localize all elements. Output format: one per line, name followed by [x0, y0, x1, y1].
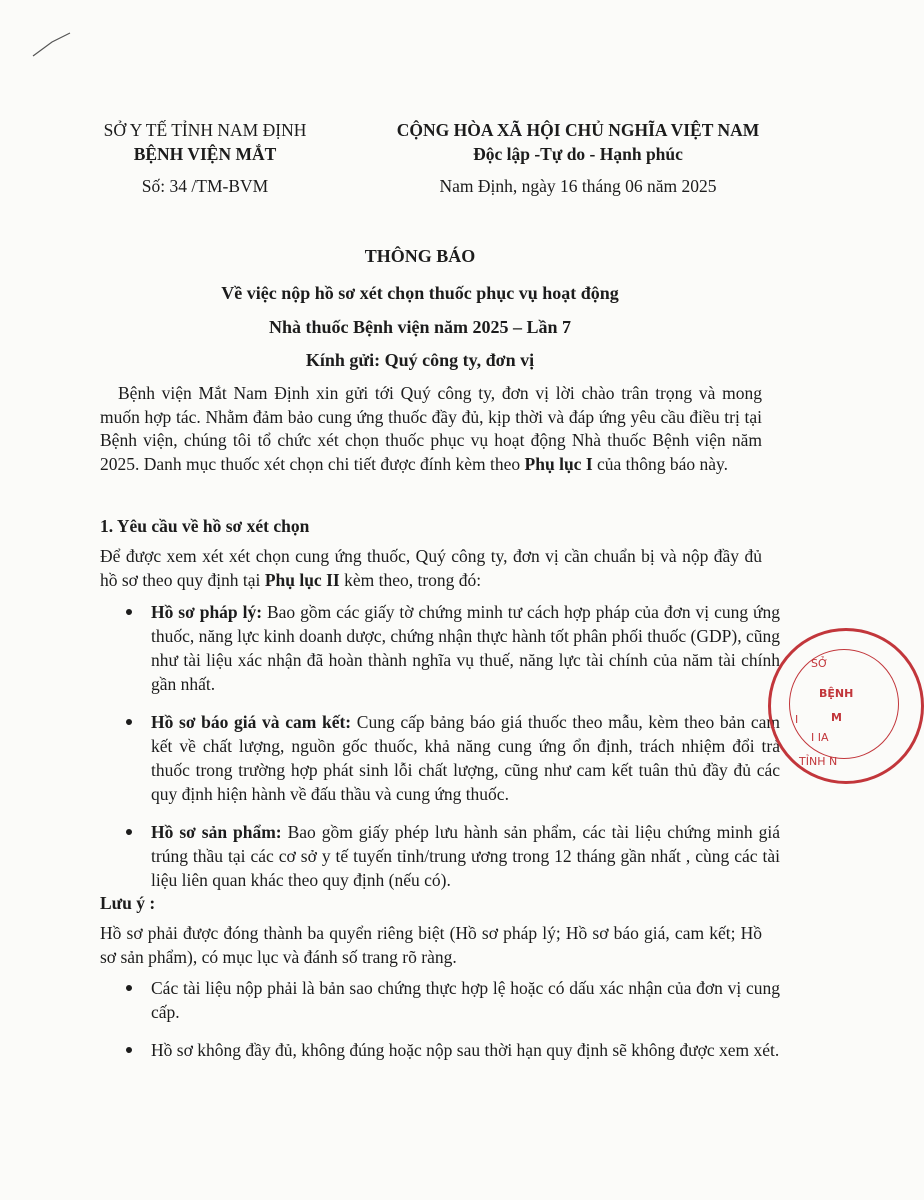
list-item: [100, 820, 780, 892]
recipient-line: Kính gửi: Quý công ty, đơn vị: [305, 350, 535, 370]
seal-text-top: SỞ: [811, 657, 829, 670]
item-label: Hồ sơ báo giá và cam kết:: [151, 712, 352, 732]
bullet-icon: [126, 609, 132, 615]
item-text: Bao gồm giấy phép lưu hành sản phẩm, các tài liệu chứng minh giá trúng thầu tại các cơ sở y tế tuyến tỉnh/trung ương trong 12 tháng gần nhất , cùng các tài liệu liên quan khác theo quy định (nếu có).: [151, 822, 780, 890]
seal-inner-ring: [789, 649, 899, 759]
section-1-lead: [100, 545, 762, 592]
section-1-lead-tail: kèm theo, trong đó:: [339, 569, 482, 590]
issuing-hospital: BỆNH VIỆN MẮT: [133, 144, 277, 164]
intro-tail: của thông báo này.: [592, 453, 729, 474]
bullet-icon: [126, 829, 132, 835]
item-text: Hồ sơ không đầy đủ, không đúng hoặc nộp sau thời hạn quy định sẽ không được xem xét.: [151, 1040, 780, 1060]
section-1-heading: 1. Yêu cầu về hồ sơ xét chọn: [100, 516, 310, 536]
appendix-1-ref: Phụ lục I: [524, 453, 593, 474]
document-number: Số: 34 /TM-BVM: [141, 176, 269, 196]
seal-text-ia: I IA: [811, 731, 829, 744]
national-motto: Độc lập -Tự do - Hạnh phúc: [473, 144, 683, 164]
list-item: [100, 600, 780, 696]
issuing-department: SỞ Y TẾ TỈNH NAM ĐỊNH: [103, 120, 307, 140]
seal-text-left: I: [795, 713, 799, 726]
subject-line-1: Về việc nộp hồ sơ xét chọn thuốc phục vụ hoạt động: [221, 283, 619, 303]
header-left: [60, 118, 350, 198]
item-label: Hồ sơ pháp lý:: [151, 602, 263, 622]
subject-line-2: Nhà thuốc Bệnh viện năm 2025 – Lần 7: [268, 317, 572, 337]
note-paragraph: Hồ sơ phải được đóng thành ba quyển riêng biệt (Hồ sơ pháp lý; Hồ sơ báo giá, cam kết; Hồ sơ sản phẩm), có mục lục và đánh số trang rõ ràng.: [100, 923, 762, 967]
document-heading: THÔNG BÁO: [364, 246, 476, 266]
item-text: Các tài liệu nộp phải là bản sao chứng thực hợp lệ hoặc có dấu xác nhận của đơn vị cung cấp.: [151, 978, 780, 1022]
seal-text-bottom: TỈNH N: [799, 755, 838, 768]
intro-paragraph: [100, 382, 762, 476]
intro-text: Bệnh viện Mắt Nam Định xin gửi tới Quý công ty, đơn vị lời chào trân trọng và mong muốn hợp tác. Nhằm đảm bảo cung ứng thuốc đầy đủ, kịp thời và đáp ứng yêu cầu điều trị tại Bệnh viện, chúng tôi tổ chức xét chọn thuốc phục vụ hoạt động Nhà thuốc Bệnh viện năm 2025. Danh mục thuốc xét chọn chi tiết được đính kèm theo: [100, 383, 762, 474]
item-label: Hồ sơ sản phẩm:: [151, 822, 282, 842]
national-title: CỘNG HÒA XÃ HỘI CHỦ NGHĨA VIỆT NAM: [396, 120, 760, 140]
note-list: [100, 976, 780, 1062]
seal-text-mid: BỆNH: [819, 687, 854, 700]
bullet-icon: [126, 985, 132, 991]
seal-text-m: M: [831, 711, 842, 724]
header-right: [358, 118, 798, 198]
date-line: Nam Định, ngày 16 tháng 06 năm 2025: [439, 176, 717, 196]
note-heading: Lưu ý :: [100, 893, 156, 913]
item-text: Cung cấp bảng báo giá thuốc theo mẫu, kèm theo bản cam kết về chất lượng, nguồn gốc thuốc, khả năng cung ứng ổn định, trách nhiệm đổi trả thuốc trong trường hợp phát sinh lỗi chất lượng, cũng như cam kết tuân thủ đầy đủ các quy định hiện hành về đấu thầu và cung ứng thuốc.: [151, 712, 780, 804]
list-item: [100, 976, 780, 1024]
section-1-lead-text: Để được xem xét xét chọn cung ứng thuốc, Quý công ty, đơn vị cần chuẩn bị và nộp đầy đủ hồ sơ theo quy định tại: [100, 546, 762, 590]
item-text: Bao gồm các giấy tờ chứng minh tư cách hợp pháp của đơn vị cung ứng thuốc, năng lực kinh doanh dược, chứng nhận thực hành tốt phân phối thuốc (GDP), cũng như tài liệu xác nhận đã hoàn thành nghĩa vụ thuế, năng lực tài chính của năm tài chính gần nhất.: [151, 602, 780, 694]
appendix-2-ref: Phụ lục II: [264, 569, 340, 590]
requirements-list: [100, 600, 780, 892]
pen-mark: [30, 30, 75, 60]
list-item: [100, 1038, 780, 1062]
bullet-icon: [126, 719, 132, 725]
official-seal: [768, 628, 924, 784]
list-item: [100, 710, 780, 806]
bullet-icon: [126, 1047, 132, 1053]
